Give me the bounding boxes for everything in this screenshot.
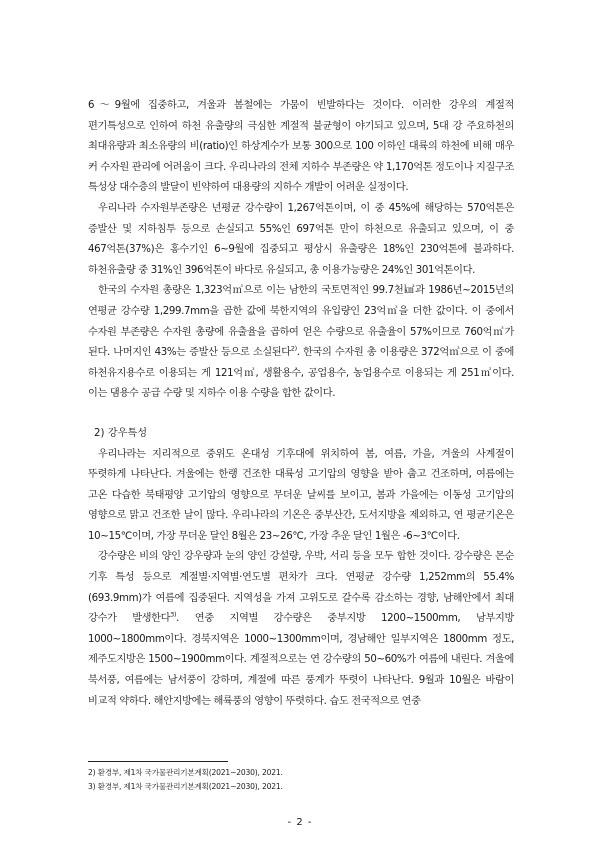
paragraph-text-part: 강수량은 비의 양인 강우량과 눈의 양인 강설량, 우박, 서리 등을 모두 합한 것이다. 강수량은 몬순 기후 특성 등으로 계절별·지역별·연도별 편차가 크다. 연평균 강수량 1,252mm의 55.4%(693.9mm)가 여름에 집중된다. 지역성을 가져 고위도로 갈수록 감소하는 경향, 남해안에서 최대 강수가 발생한다 [88,551,514,625]
section-heading: 2) 강우특성 [94,427,148,439]
paragraph-water-resources-budget: 우리나라 수자원부존량은 년평균 강수량이 1,267억톤이며, 이 중 45%에 해당하는 570억톤은 증발산 및 지하침투 등으로 손실되고 55%인 697억톤 만이 하천으로 유출되고 있으며, 이 중 467억톤(37%)은 홍수기인 6~9월에 집중되고 평상시 유출량은 18%인 230억톤에 불과하다. 하천유출량 중 31%인 396억톤이 바다로 유실되고, 총 이용가능량은 24%인 301억톤이다. [88,202,514,276]
footnote-ref-2: 2) [290,344,297,353]
paragraph-precipitation [88,547,514,712]
footnote-divider [88,761,228,762]
paragraph-text-part: 한국의 수자원 총량은 1,323억㎥으로 이는 남한의 국토면적인 99.7천㎢과 1986년~2015년의 연평균 강수량 1,299.7mm을 곱한 값에 북한지역의 유입량인 23억㎥을 더한 값이다. 이 중에서 수자원 부존량은 수자원 총량에 유출율을 곱하여 얻은 수량으로 유출율이 57%이므로 760억㎥가 된다. 나머지인 43%는 증발산 등으로 소실된다 [88,285,514,359]
section-spacer [88,405,514,424]
footnote-2: 2) 환경부, 제1차 국가물관리기본계획(2021~2030), 2021. [88,768,283,777]
footnote-3: 3) 환경부, 제1차 국가물관리기본계획(2021~2030), 2021. [88,781,283,791]
paragraph-rainfall-seasonality: 6～9월에 집중하고, 겨울과 봄철에는 가뭄이 빈발하다는 것이다. 이러한 강우의 계절적 편기특성으로 인하여 하천 유출량의 극심한 계절적 불균형이 야기되고 있으며, 5대 강 주요하천의 최대유량과 최소유량의 비(ratio)인 하상계수가 보통 300으로 100 이하인 대륙의 하천에 비해 매우 커 수자원 관리에 어려움이 크다. 우리나라의 전체 지하수 부존량은 약 1,170억톤 정도이나 지질구조 특성상 대수층의 발달이 빈약하여 대용량의 지하수 개발이 어려운 실정이다. [88,100,514,194]
paragraph-climate: 우리나라는 지리적으로 중위도 온대성 기후대에 위치하여 봄, 여름, 가을, 겨울의 사계절이 뚜렷하게 나타난다. 겨울에는 한랭 건조한 대륙성 고기압의 영향을 받아 춥고 건조하며, 여름에는 고온 다습한 북태평양 고기압의 영향으로 무더운 날씨를 보이고, 봄과 가을에는 이동성 고기압의 영향으로 맑고 건조한 날이 많다. 우리나라의 기온은 중부산간, 도서지방을 제외하고, 연 평균기온은 10~15℃이며, 가장 무더운 달인 8월은 23~26℃, 가장 추운 달인 1월은 -6~3℃이다. [88,448,514,542]
page-number: - 2 - [287,817,313,828]
paragraph-text-part: . 연중 지역별 강수량은 중부지방 1200~1500mm, 남부지방 1000~1800mm이다. 경북지역은 1000~1300mm이며, 경남해안 일부지역은 1800mm 정도, 제주도지방은 1500~1900mm이다. 계절적으로는 연 강수량의 50~60%가 여름에 내린다. 겨울에 북서풍, 여름에는 남서풍이 강하며, 계절에 따른 풍계가 뚜렷이 나타난다. 9월과 10월은 바람이 비교적 약하다. 해안지방에는 해륙풍의 영향이 뚜렷하다. 습도 전국적으로 연중 [88,613,515,707]
paragraph-total-water-resources [88,281,514,405]
paragraph-text-part: . 한국의 수자원 총 이용량은 372억㎥으로 이 중에 하천유지용수로 이용되는 게 121억㎥, 생활용수, 공업용수, 농업용수로 이용되는 게 251㎥이다. 이는 댐용수 공급 수량 및 지하수 이용 수량을 합한 값이다. [88,347,514,400]
body-text [88,96,514,712]
footnotes [88,766,514,793]
footnote-ref-3: 3) [170,610,177,619]
